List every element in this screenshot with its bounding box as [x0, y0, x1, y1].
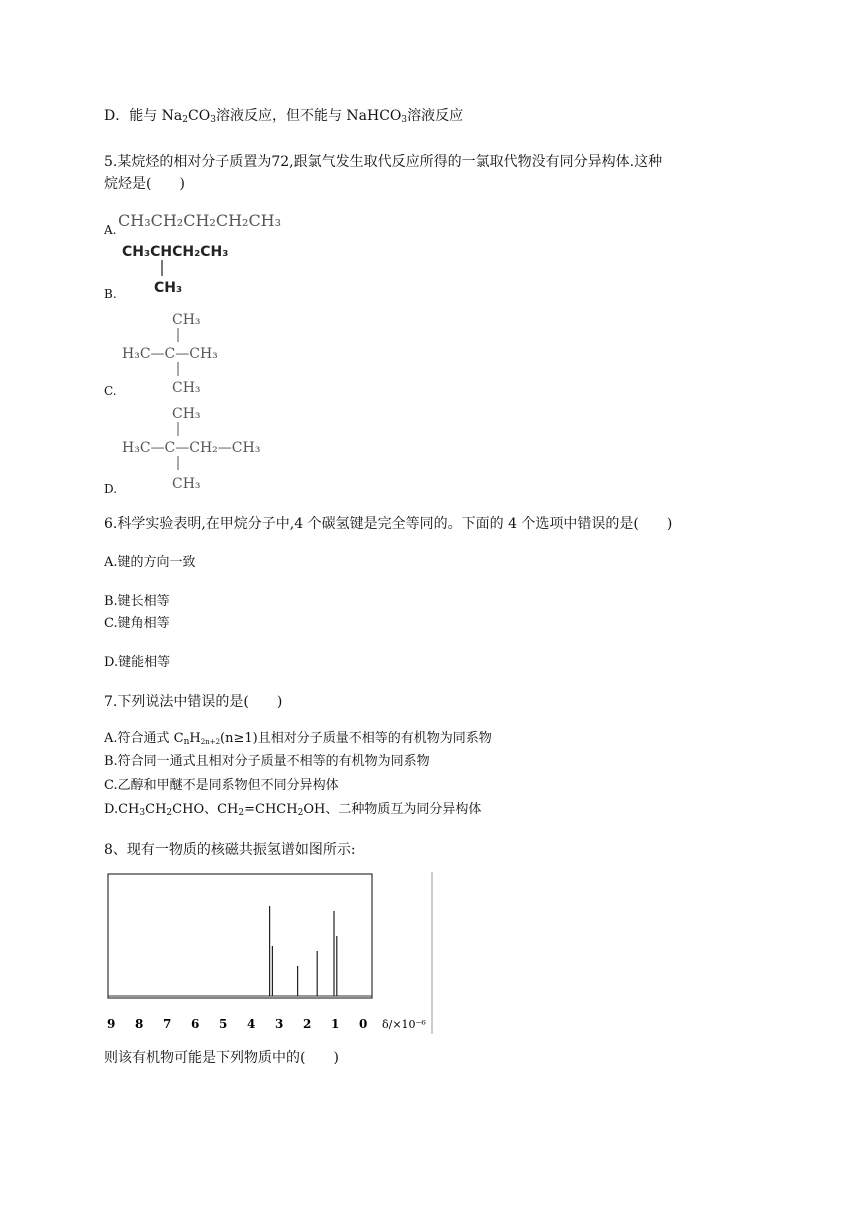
struct-c-top: CH₃ [172, 312, 201, 328]
nmr-peaks [270, 906, 337, 996]
struct-d-bottom: CH₃ [172, 476, 201, 492]
nmr-tick-2: 2 [303, 1017, 312, 1031]
q5-stem-line1: 5.某烷烃的相对分子质置为72,跟氯气发生取代反应所得的一氯取代物没有同分异构体.这种 [104, 154, 663, 170]
struct-c-bottom: CH₃ [172, 380, 201, 396]
struct-c-mid: H₃C—C—CH₃ [122, 346, 218, 362]
nmr-tick-labels [107, 1017, 367, 1031]
nmr-axis-unit: δ/×10⁻⁶ [382, 1018, 426, 1031]
struct-a-text: CH₃CH₂CH₂CH₂CH₃ [118, 211, 282, 230]
nmr-tick-7: 7 [163, 1017, 172, 1031]
q4-option-d: D．能与 $Na_2CO_3$溶液反应，但不能与 NaHCO$_3$溶液反应 [104, 108, 464, 125]
q7-option-c: C.乙醇和甲醚不是同系物但不同分异构体 [104, 778, 339, 793]
nmr-tick-3: 3 [275, 1017, 284, 1031]
q7-option-b: B.符合同一通式且相对分子质量不相等的有机物为同系物 [104, 754, 430, 769]
q5-structure-d [118, 400, 288, 494]
q5-label-b: B. [104, 287, 117, 301]
q8-stem: 8、现有一物质的核磁共振氢谱如图所示: [104, 842, 356, 858]
q6-option-c: C.键角相等 [104, 616, 170, 631]
q8-question: 则该有机物可能是下列物质中的( ) [104, 1050, 339, 1066]
q7-stem: 7.下列说法中错误的是( ) [104, 694, 283, 710]
nmr-tick-8: 8 [135, 1017, 144, 1031]
q5-label-c: C. [104, 384, 117, 398]
nmr-tick-0: 0 [359, 1017, 368, 1031]
q7-option-d: $D.CH_3CH_2CHO$、$CH_2=CHCH_2OH$、二种物质互为同分异构体 [104, 802, 482, 818]
struct-b-branch: CH₃ [154, 280, 183, 296]
struct-d-top: CH₃ [172, 406, 201, 422]
nmr-spectrum-chart [100, 868, 436, 1036]
nmr-tick-4: 4 [247, 1017, 256, 1031]
q6-option-b: B.键长相等 [104, 594, 170, 609]
q7-option-a: A.符合通式 $C_nH_{2n+2}(n\ge 1)$且相对分子质量不相等的有机物为同系物 [104, 731, 492, 747]
nmr-tick-5: 5 [219, 1017, 228, 1031]
q6-stem: 6.科学实验表明,在甲烷分子中,4 个碳氢键是完全等同的。下面的 4 个选项中错误的是( ) [104, 516, 673, 532]
q6-option-d: D.键能相等 [104, 655, 171, 670]
q5-structure-c [118, 306, 258, 396]
struct-d-mid: H₃C—C—CH₂—CH₃ [122, 440, 261, 456]
q5-structure-b [120, 240, 260, 300]
q5-label-d: D. [104, 482, 118, 496]
struct-b-main: CH₃CHCH₂CH₃ [122, 244, 229, 260]
q6-option-a: A.键的方向一致 [104, 555, 196, 570]
q5-label-a: A. [104, 223, 117, 237]
nmr-tick-9: 9 [107, 1017, 116, 1031]
nmr-frame [108, 874, 372, 998]
q5-stem-line2: 烷烃是( ) [104, 176, 185, 192]
nmr-tick-6: 6 [191, 1017, 200, 1031]
nmr-tick-1: 1 [331, 1017, 340, 1031]
q5-structure-a [118, 208, 288, 232]
